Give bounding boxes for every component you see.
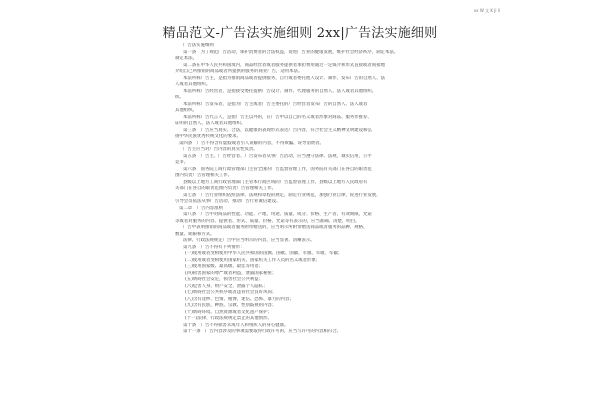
header-tag: xx W 文 K Ji ll [473, 8, 500, 13]
text-line: 第八条 广告中对商品的性能、功能、产地、用途、质量、成分、价格、生产者、有效期限、允诺 [183, 212, 372, 217]
text-line: 数量、期限和方式。 [175, 231, 215, 237]
text-line: 本法所称广告代言人，是指广告主以外的，在广告中以自己的名义或者形象对商品、服务作推荐、 [183, 114, 372, 120]
text-line: (十)妨碍环境、自然资源或者文化遗产保护； [185, 309, 272, 315]
text-line: 本法所称广告主，是指为推销商品或者提供服务，自行或者委托他人设计、制作、发布广告的自然人、法 [183, 75, 385, 81]
text-line: (十一)法律、行政法规规定禁止的其他情形。 [185, 316, 272, 321]
text-line: 其他组织。 [175, 108, 197, 113]
text-line: 本法所称广告发布者，是指为广告主或者广告主委托的广告经营者发布广告的自然人、法人或者 [183, 101, 368, 107]
document-body [175, 43, 425, 336]
text-line: 广告中表明推销的商品或者服务附带赠送的，应当明示所附带赠送商品或者服务的品种、规格、 [183, 225, 368, 230]
text-line: 围内负责广告管理相关工作。 [175, 173, 233, 178]
text-line: 织。 [175, 95, 184, 100]
text-line: (六)危害人身、财产安全，泄露个人隐私； [185, 283, 268, 289]
text-line: 制定本法。 [175, 56, 197, 61]
text-line: 证明的自然人、法人或者其他组织。 [175, 121, 246, 126]
text-line: 第六条 国务院工商行政管理部门主管全国的广告监督管理工作，国务院有关部门在各自的职责范 [183, 166, 372, 172]
text-line: 等或者对服务的内容、提供者、形式、质量、价格、允诺等有表示的，应当准确、清楚、明白。 [175, 218, 360, 224]
text-line: 第九条 广告不得有下列情形： [183, 244, 245, 250]
text-line: 第四条 广告不得含有虚假或者引人误解的内容，不得欺骗、误导消费者。 [179, 140, 324, 146]
text-line: (七)妨碍社会公共秩序或者违背社会良好风尚； [185, 290, 277, 295]
text-line: 本法所称广告经营者，是指接受委托提供广告设计、制作、代理服务的自然人、法人或者其他组织。 [183, 88, 377, 94]
text-line: (四)损害国家的尊严或者利益，泄露国家秘密； [185, 270, 277, 276]
text-line: 法律、行政法规规定广告中应当明示的内容，应当显著、清晰表示。 [183, 238, 315, 243]
text-line: 扬中华民族优秀传统文化的要求。 [175, 134, 241, 139]
text-line: 第五条 广告主、广告经营者、广告发布者从事广告活动，应当遵守法律、法规，诚实信用，公平 [183, 153, 372, 159]
text-line: 人或者其他组织。 [175, 82, 211, 87]
text-line: 竞争。 [175, 160, 189, 165]
text-line: 第二章 广告内容准则 [179, 205, 223, 211]
text-line: 第一条 为了规范广告活动，保护消费者的合法权益，促进广告业的健康发展，维护社会经济秩序，制定本法。 [183, 49, 399, 55]
text-line: (一)使用或者变相使用中华人民共和国的国旗、国歌、国徽，军旗、军歌、军徽； [185, 251, 343, 256]
text-line: (八)含有淫秽、色情、赌博、迷信、恐怖、暴力的内容； [185, 296, 294, 302]
section-heading: 广告法实施细则 [183, 43, 214, 48]
text-line: 介绍自己所推销的商品或者所提供的服务的商业广告，适用本法。 [175, 69, 303, 74]
text-line: 第十一条 广告内容涉及的事项需要取得行政许可的，应当与许可的内容相符合。 [183, 329, 342, 334]
text-line: 第七条 广告行业组织依照法律、法规和章程的规定，制定行业规范，加强行业自律，促进行业发展， [183, 192, 381, 198]
text-line: 广告主应当对广告内容的真实性负责。 [183, 147, 258, 152]
paragraph-lines [175, 50, 425, 336]
text-line: (二)使用或者变相使用国家机关、国家机关工作人员的名义或者形象； [185, 257, 321, 263]
text-line: (九)含有民族、种族、宗教、性别歧视的内容； [185, 303, 277, 308]
text-line: 第三条 广告应当真实、合法，以健康的表现形式表达广告内容，符合社会主义精神文明建设和弘 [183, 127, 372, 133]
text-line: 关部门在各自的职责范围内负责广告管理相关工作。 [175, 186, 276, 191]
text-line: 第十条 广告不得损害未成年人和残疾人的身心健康。 [183, 322, 289, 328]
text-line: 县级以上地方工商行政管理部门主管本行政区域的广告监督管理工作，县级以上地方人民政府有 [183, 179, 368, 185]
text-line: 第二条在中华人民共和国境内，商品经营者或者服务提供者承担费用通过一定媒介和形式直接或者间接地 [183, 62, 385, 68]
text-line: (三)使用国家级、最高级、最佳等用语； [185, 264, 264, 269]
text-line: 引导会员依法从事广告活动，推动广告行业诚信建设。 [175, 199, 281, 204]
document-title: 精品范文-广告法实施细则 2xx|广告法实施细则 [162, 26, 438, 41]
text-line: (五)妨碍社会安定，损害社会公共利益； [185, 277, 264, 282]
